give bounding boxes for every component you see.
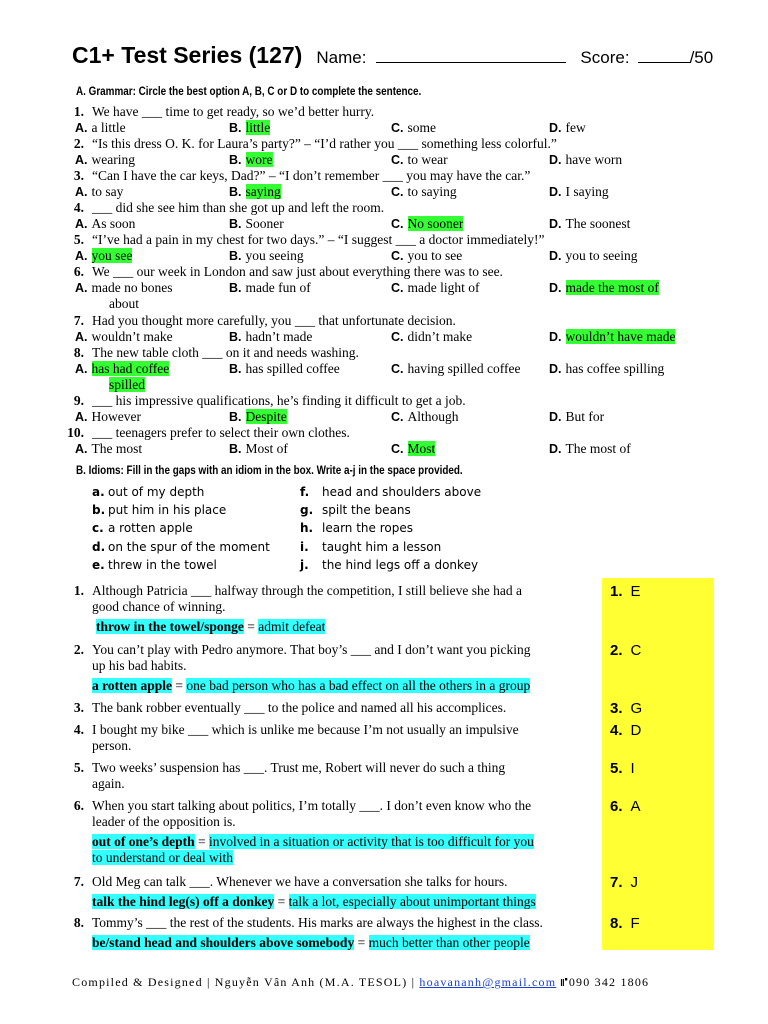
option-row: [0, 361, 768, 377]
definition-text: involved in a situation or activity that is too difficult for you: [209, 834, 534, 849]
idiom-question-text: Old Meg can talk ___. Whenever we have a conversation she talks for hours.: [92, 874, 508, 889]
option-letter: D.: [549, 249, 562, 263]
answer-slot[interactable]: [610, 798, 641, 815]
option-letter: B.: [229, 249, 242, 263]
option-text: wearing: [91, 152, 135, 167]
idiom-letter: c.: [92, 521, 104, 536]
option-b[interactable]: [229, 152, 273, 168]
option-letter: C.: [391, 330, 404, 344]
idiom-letter: b.: [92, 503, 106, 518]
answer-slot[interactable]: [610, 700, 642, 717]
section-a-instruction: A. Grammar: Circle the best option A, B, C or D to complete the sentence.: [76, 86, 422, 98]
option-text: made no bones: [91, 280, 173, 295]
option-a[interactable]: [75, 152, 135, 168]
idiom-item: [300, 521, 413, 535]
answer-value: F: [630, 915, 640, 932]
option-c[interactable]: [391, 409, 459, 425]
option-text: to saying: [407, 184, 457, 199]
option-b[interactable]: [229, 280, 311, 296]
footer-email-link[interactable]: hoavananh@gmail.com: [419, 975, 557, 989]
idiom-question-text: person.: [92, 738, 132, 753]
question-number: 10.: [67, 425, 84, 440]
idiom-question-text: up his bad habits.: [92, 658, 187, 673]
option-letter: D.: [549, 121, 562, 135]
option-letter: D.: [549, 362, 562, 376]
question-text: We have ___ time to get ready, so we’d better hurry.: [92, 104, 375, 119]
option-a[interactable]: [75, 184, 123, 200]
option-letter: C.: [391, 121, 404, 135]
option-b[interactable]: [229, 409, 287, 425]
answer-slot[interactable]: [610, 642, 641, 659]
option-d[interactable]: [549, 329, 675, 345]
option-c[interactable]: [391, 216, 463, 232]
definition-separator: =: [243, 619, 259, 634]
question-number: 6.: [73, 798, 84, 813]
option-letter: A.: [75, 121, 88, 135]
score-label: Score:: [580, 48, 630, 67]
answer-slot[interactable]: [610, 760, 635, 777]
idiom-question-text: When you start talking about politics, I’m totally ___. I don’t even know who the: [92, 798, 532, 813]
idiom-letter: e.: [92, 557, 105, 572]
option-text: made fun of: [245, 280, 311, 295]
option-a[interactable]: [75, 120, 126, 136]
idiom-question-text: The bank robber eventually ___ to the police and named all his accomplices.: [92, 700, 507, 715]
answer-number: 4.: [610, 722, 623, 739]
option-text: Sooner: [245, 216, 284, 231]
option-text: a little: [91, 120, 126, 135]
option-b[interactable]: [229, 329, 312, 345]
definition-term: out of one’s depth: [92, 834, 195, 849]
option-letter: B.: [229, 410, 242, 424]
option-letter: B.: [229, 330, 242, 344]
idiom-text: put him in his place: [108, 503, 227, 518]
question-number: 5.: [73, 760, 84, 775]
option-text: about: [109, 296, 139, 311]
answer-slot[interactable]: [610, 915, 640, 932]
option-continuation: [109, 296, 139, 312]
answer-value: E: [630, 583, 641, 600]
option-c[interactable]: [391, 152, 448, 168]
option-text: wouldn’t make: [91, 329, 173, 344]
option-text: spilled: [109, 377, 145, 392]
idiom-question-text: Two weeks’ suspension has ___. Trust me, Robert will never do such a thing: [92, 760, 506, 775]
option-d[interactable]: [549, 184, 609, 200]
name-field-line[interactable]: [376, 46, 566, 63]
option-text: saying: [245, 184, 281, 199]
answer-number: 5.: [610, 760, 623, 777]
option-c[interactable]: [391, 361, 520, 377]
idiom-question-text: again.: [92, 776, 125, 791]
grammar-question: [0, 393, 768, 409]
answer-value: J: [630, 874, 639, 891]
option-c[interactable]: [391, 280, 479, 296]
option-letter: D.: [549, 281, 562, 295]
option-text: didn’t make: [407, 329, 473, 344]
option-text: has had coffee: [91, 361, 170, 376]
option-row: [0, 184, 768, 200]
option-row: [0, 441, 768, 457]
option-letter: B.: [229, 281, 242, 295]
option-c[interactable]: [391, 248, 462, 264]
idiom-definition: [96, 619, 325, 635]
page-header: [72, 42, 732, 76]
definition-separator: =: [354, 935, 369, 950]
option-letter: A.: [75, 330, 88, 344]
option-text: few: [565, 120, 586, 135]
idiom-text: out of my depth: [108, 485, 205, 499]
idiom-question-text: good chance of winning.: [92, 599, 226, 614]
option-text: little: [245, 120, 271, 135]
answer-number: 1.: [610, 583, 623, 600]
idiom-item: [92, 521, 193, 535]
option-letter: A.: [75, 217, 88, 231]
option-letter: B.: [229, 153, 242, 167]
definition-separator: =: [172, 678, 187, 693]
section-b-instruction: B. Idioms: Fill in the gaps with an idiom in the box. Write a-j in the space provided.: [76, 465, 463, 477]
question-text: The new table cloth ___ on it and needs washing.: [92, 345, 359, 360]
option-text: wore: [245, 152, 273, 167]
answer-value: D: [630, 722, 642, 739]
option-letter: C.: [391, 217, 404, 231]
question-text: “I’ve had a pain in my chest for two days.” – “I suggest ___ a doctor immediately!”: [92, 232, 545, 247]
question-number: 4.: [73, 722, 84, 737]
option-letter: C.: [391, 153, 404, 167]
option-text: Despite: [245, 409, 287, 424]
definition-term: throw in the towel/sponge: [96, 619, 244, 634]
idiom-question-text: I bought my bike ___ which is unlike me because I’m not usually an impulsive: [92, 722, 519, 737]
answer-value: A: [630, 798, 641, 815]
option-b[interactable]: [229, 441, 288, 457]
question-number: 4.: [73, 200, 84, 215]
grammar-question: [0, 168, 768, 184]
idiom-item: [300, 558, 478, 572]
option-text: The soonest: [565, 216, 631, 231]
option-d[interactable]: [549, 409, 604, 425]
idiom-item: [300, 503, 411, 517]
grammar-question: [0, 313, 768, 329]
answer-number: 8.: [610, 915, 623, 932]
option-a[interactable]: [75, 329, 173, 345]
idiom-item: [92, 558, 217, 572]
option-d[interactable]: [549, 248, 638, 264]
option-text: made light of: [407, 280, 480, 295]
idiom-question-text: leader of the opposition is.: [92, 814, 236, 829]
question-number: 9.: [73, 393, 84, 408]
question-text: ___ his impressive qualifications, he’s finding it difficult to get a job.: [92, 393, 466, 408]
option-c[interactable]: [391, 441, 435, 457]
option-d[interactable]: [549, 152, 622, 168]
answer-number: 7.: [610, 874, 623, 891]
idiom-letter: i.: [300, 539, 309, 554]
option-text: Most of: [245, 441, 288, 456]
idiom-definition-continued: [92, 850, 233, 866]
option-letter: C.: [391, 281, 404, 295]
grammar-question: [0, 136, 768, 152]
question-number: 8.: [73, 915, 84, 930]
idiom-text: threw in the towel: [108, 557, 217, 572]
option-b[interactable]: [229, 248, 304, 264]
option-text: you to see: [407, 248, 463, 263]
idiom-item: [300, 540, 441, 554]
question-number: 7.: [73, 313, 84, 328]
option-letter: A.: [75, 281, 88, 295]
question-text: Had you thought more carefully, you ___ that unfortunate decision.: [92, 313, 456, 328]
grammar-question: [0, 345, 768, 361]
option-letter: C.: [391, 249, 404, 263]
option-letter: A.: [75, 410, 88, 424]
footer-phone: ⑈090 342 1806: [560, 975, 650, 989]
question-number: 6.: [73, 264, 84, 279]
option-letter: A.: [75, 249, 88, 263]
option-letter: B.: [229, 185, 242, 199]
grammar-question: [0, 425, 768, 441]
option-letter: D.: [549, 330, 562, 344]
name-label: Name:: [316, 48, 367, 67]
option-a[interactable]: [75, 361, 169, 377]
idiom-item: [300, 485, 481, 499]
option-b[interactable]: [229, 361, 340, 377]
option-text: you seeing: [245, 248, 304, 263]
option-text: you see: [91, 248, 133, 263]
option-text: The most: [91, 441, 143, 456]
idiom-letter: j.: [300, 557, 309, 572]
idiom-question-text: You can’t play with Pedro anymore. That boy’s ___ and I don’t want you picking: [92, 642, 531, 657]
idiom-text: the hind legs off a donkey: [322, 557, 479, 572]
idiom-question-text: Although Patricia ___ halfway through the competition, I still believe she had a: [92, 583, 523, 598]
idiom-text: learn the ropes: [322, 521, 413, 536]
answer-number: 6.: [610, 798, 623, 815]
option-a[interactable]: [75, 216, 135, 232]
option-d[interactable]: [549, 120, 586, 136]
option-row: [0, 409, 768, 425]
option-a[interactable]: [75, 441, 142, 457]
option-b[interactable]: [229, 184, 281, 200]
question-text: ___ teenagers prefer to select their own clothes.: [92, 425, 350, 440]
definition-separator: =: [194, 834, 210, 849]
grammar-question: [0, 104, 768, 120]
question-number: 2.: [73, 136, 84, 151]
option-b[interactable]: [229, 120, 270, 136]
option-c[interactable]: [391, 184, 457, 200]
question-text: ___ did she see him than she got up and left the room.: [92, 200, 385, 215]
answer-slot[interactable]: [610, 583, 641, 600]
footer-credit: Compiled & Designed | Nguyễn Vân Anh (M.A. TESOL) |: [72, 975, 416, 989]
question-number: 1.: [73, 104, 84, 119]
option-row: [0, 216, 768, 232]
option-text: Most: [407, 441, 436, 456]
option-a[interactable]: [75, 248, 132, 264]
idiom-item: [92, 485, 204, 499]
answer-value: C: [630, 642, 642, 659]
question-number: 7.: [73, 874, 84, 889]
definition-text: much better than other people: [368, 935, 530, 950]
option-continuation: [109, 377, 145, 393]
idiom-definition: [92, 834, 534, 850]
page-title: C1+ Test Series (127): [72, 42, 303, 68]
definition-text: one bad person who has a bad effect on all the others in a group: [186, 678, 531, 693]
option-text: No sooner: [407, 216, 464, 231]
option-text: having spilled coffee: [407, 361, 521, 376]
option-text: The most of: [565, 441, 631, 456]
score-total: /50: [689, 48, 714, 67]
question-number: 3.: [73, 700, 84, 715]
idiom-definition: [92, 894, 536, 910]
option-text: to wear: [407, 152, 448, 167]
option-row: [0, 120, 768, 136]
definition-text: admit defeat: [258, 619, 326, 634]
option-row: [0, 280, 768, 296]
option-letter: D.: [549, 185, 562, 199]
grammar-question: [0, 200, 768, 216]
option-letter: A.: [75, 153, 88, 167]
idiom-question-text: Tommy’s ___ the rest of the students. His marks are always the highest in the class.: [92, 915, 543, 930]
option-letter: A.: [75, 442, 88, 456]
question-number: 3.: [73, 168, 84, 183]
option-text: made the most of: [565, 280, 659, 295]
option-letter: D.: [549, 442, 562, 456]
option-letter: A.: [75, 185, 88, 199]
option-letter: B.: [229, 121, 242, 135]
option-letter: D.: [549, 153, 562, 167]
question-text: “Can I have the car keys, Dad?” – “I don’t remember ___ you may have the car.”: [92, 168, 531, 183]
option-letter: A.: [75, 362, 88, 376]
option-a[interactable]: [75, 409, 141, 425]
option-text: As soon: [91, 216, 136, 231]
option-letter: C.: [391, 442, 404, 456]
option-a[interactable]: [75, 280, 172, 296]
idiom-text: head and shoulders above: [322, 485, 482, 499]
option-text: some: [407, 120, 436, 135]
option-letter: B.: [229, 217, 242, 231]
option-text: However: [91, 409, 141, 424]
question-number: 2.: [73, 642, 84, 657]
question-text: We ___ our week in London and saw just about everything there was to see.: [92, 264, 503, 279]
option-c[interactable]: [391, 329, 472, 345]
idiom-letter: h.: [300, 521, 314, 536]
option-text: I saying: [565, 184, 609, 199]
idiom-text: on the spur of the moment: [108, 539, 270, 554]
idiom-text: a rotten apple: [108, 521, 193, 536]
definition-separator: =: [274, 894, 289, 909]
answer-number: 3.: [610, 700, 623, 717]
option-text: to say: [91, 184, 124, 199]
option-letter: C.: [391, 185, 404, 199]
answer-slot[interactable]: [610, 722, 641, 739]
option-row: [0, 329, 768, 345]
option-d[interactable]: [549, 441, 631, 457]
idiom-letter: g.: [300, 503, 314, 518]
option-row: [0, 152, 768, 168]
option-text: Although: [407, 409, 459, 424]
grammar-question: [0, 264, 768, 280]
idiom-letter: d.: [92, 539, 106, 554]
score-field-line[interactable]: [638, 46, 690, 63]
definition-term: be/stand head and shoulders above somebody: [92, 935, 355, 950]
option-d[interactable]: [549, 280, 659, 296]
definition-term: a rotten apple: [92, 678, 172, 693]
question-number: 5.: [73, 232, 84, 247]
answer-number: 2.: [610, 642, 623, 659]
idiom-text: spilt the beans: [322, 503, 411, 518]
idiom-text: taught him a lesson: [322, 539, 442, 554]
idiom-item: [92, 540, 270, 554]
answer-value: G: [630, 700, 643, 717]
option-text: hadn’t made: [245, 329, 313, 344]
idiom-definition: [92, 678, 530, 694]
question-number: 1.: [73, 583, 84, 598]
option-text: has spilled coffee: [245, 361, 340, 376]
definition-text: talk a lot, especially about unimportant things: [288, 894, 536, 909]
option-text: But for: [565, 409, 605, 424]
idiom-definition: [92, 935, 530, 951]
option-d[interactable]: [549, 216, 630, 232]
grammar-question: [0, 232, 768, 248]
question-number: 8.: [73, 345, 84, 360]
idiom-letter: f.: [300, 485, 310, 499]
question-text: “Is this dress O. K. for Laura’s party?” – “I’d rather you ___ something less colorful.”: [92, 136, 557, 151]
answer-value: I: [630, 760, 635, 777]
option-letter: D.: [549, 410, 562, 424]
definition-text: to understand or deal with: [92, 850, 233, 865]
footer: [72, 975, 712, 990]
option-letter: C.: [391, 410, 404, 424]
option-text: you to seeing: [565, 248, 638, 263]
idiom-item: [92, 503, 226, 517]
answer-slot[interactable]: [610, 874, 638, 891]
option-letter: D.: [549, 217, 562, 231]
option-letter: C.: [391, 362, 404, 376]
option-letter: B.: [229, 362, 242, 376]
option-b[interactable]: [229, 216, 284, 232]
option-text: wouldn’t have made: [565, 329, 676, 344]
option-row: [0, 248, 768, 264]
option-text: have worn: [565, 152, 623, 167]
option-c[interactable]: [391, 120, 436, 136]
option-text: has coffee spilling: [565, 361, 665, 376]
definition-term: talk the hind leg(s) off a donkey: [92, 894, 275, 909]
option-d[interactable]: [549, 361, 664, 377]
option-letter: B.: [229, 442, 242, 456]
idiom-letter: a.: [92, 485, 105, 499]
